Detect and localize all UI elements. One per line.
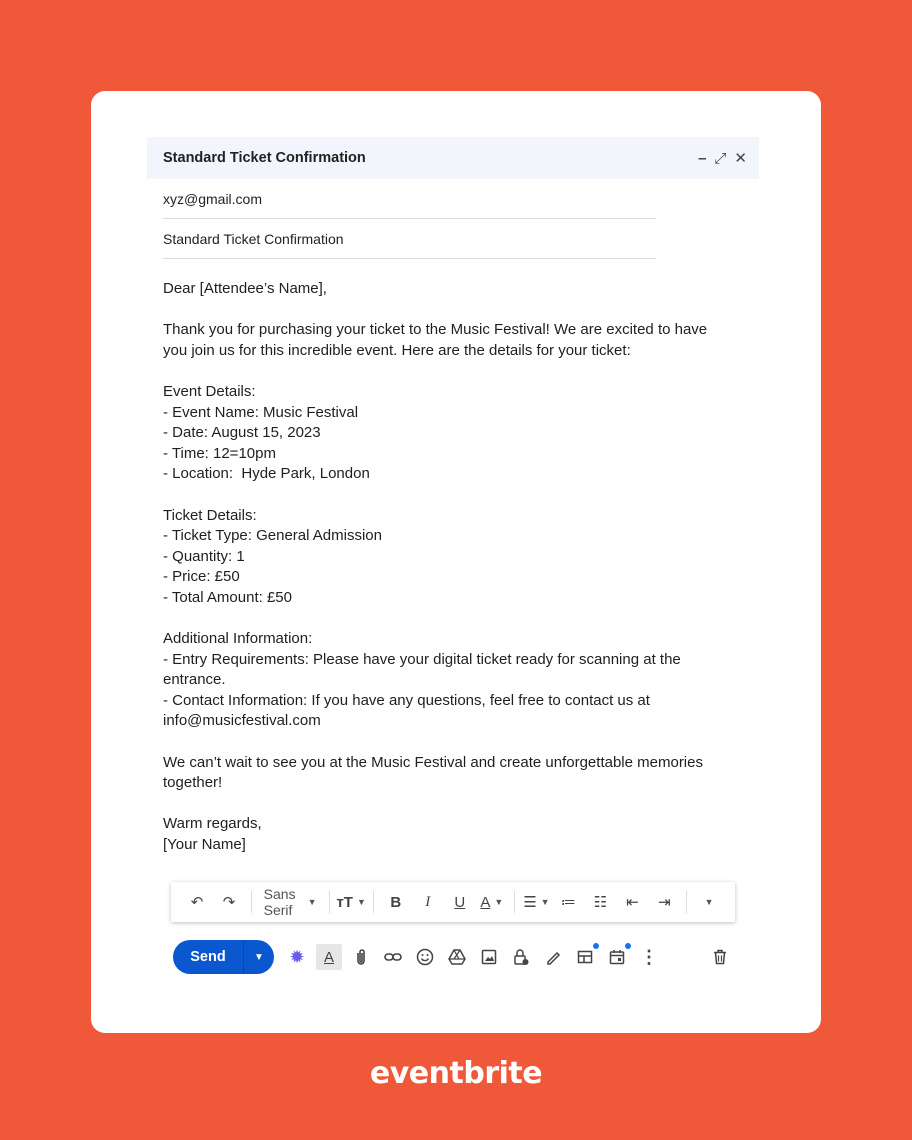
- text-size-button[interactable]: [335, 888, 367, 916]
- divider: [373, 891, 374, 913]
- to-field[interactable]: xyz@gmail.com: [163, 179, 656, 219]
- chevron-down-icon: ▼: [494, 897, 504, 907]
- text-color-button[interactable]: [476, 888, 508, 916]
- signature: [Your Name]: [163, 836, 246, 854]
- more-options-icon[interactable]: ⋮: [640, 946, 658, 967]
- contact-info-line: - Contact Information: If you have any questions, feel free to contact us at info@musicfestival.com: [163, 691, 655, 730]
- confidential-icon[interactable]: [508, 944, 534, 970]
- minimize-icon[interactable]: –: [698, 149, 707, 167]
- notification-dot: [625, 943, 631, 949]
- ai-sparkle-icon[interactable]: ✹: [289, 946, 305, 967]
- formatting-icon[interactable]: A: [316, 944, 342, 970]
- redo-icon[interactable]: ↷: [222, 894, 236, 911]
- layout-icon[interactable]: [572, 944, 598, 970]
- schedule-icon[interactable]: [604, 944, 630, 970]
- more-formatting-icon[interactable]: ▼: [704, 897, 714, 907]
- ticket-quantity-line: - Quantity: 1: [163, 547, 245, 565]
- emoji-icon[interactable]: [412, 944, 438, 970]
- divider: [251, 891, 252, 913]
- ticket-price-line: - Price: £50: [163, 568, 240, 586]
- divider: [514, 891, 515, 913]
- event-time-line: - Time: 12=10pm: [163, 444, 276, 462]
- divider: [686, 891, 687, 913]
- send-options-icon[interactable]: ▼: [254, 951, 264, 963]
- ticket-type-line: - Ticket Type: General Admission: [163, 527, 382, 545]
- trash-icon[interactable]: [707, 944, 733, 970]
- event-location-line: - Location: Hyde Park, London: [163, 465, 370, 483]
- ticket-details-heading: Ticket Details:: [163, 506, 257, 524]
- greeting: Dear [Attendee’s Name],: [163, 280, 327, 297]
- window-controls: [698, 151, 747, 166]
- message-body[interactable]: [163, 279, 723, 856]
- bold-icon[interactable]: B: [390, 893, 402, 911]
- event-details-heading: Event Details:: [163, 382, 256, 400]
- event-date-line: - Date: August 15, 2023: [163, 424, 321, 442]
- action-icons: [284, 944, 662, 970]
- compose-actions-bar: [173, 939, 733, 975]
- link-icon[interactable]: [380, 944, 406, 970]
- send-button-group: [173, 940, 274, 974]
- bulleted-list-icon[interactable]: ☷: [593, 894, 608, 911]
- expand-icon[interactable]: ⤢: [714, 149, 727, 167]
- notification-dot: [593, 943, 599, 949]
- indent-less-icon[interactable]: ⇤: [626, 894, 639, 911]
- signoff: Warm regards,: [163, 815, 262, 833]
- indent-more-icon[interactable]: ⇥: [658, 894, 671, 911]
- closing-paragraph: We can’t wait to see you at the Music Festival and create unforgettable memories together!: [163, 753, 708, 792]
- chevron-down-icon: ▼: [356, 897, 366, 907]
- event-name-line: - Event Name: Music Festival: [163, 403, 359, 421]
- font-select-label: Sans Serif: [263, 886, 296, 918]
- entry-requirements-line: - Entry Requirements: Please have your digital ticket ready for scanning at the entrance.: [163, 650, 685, 689]
- compose-title: Standard Ticket Confirmation: [163, 150, 366, 166]
- divider: [329, 891, 330, 913]
- chevron-down-icon: ▼: [307, 897, 317, 907]
- numbered-list-icon[interactable]: ≔: [560, 894, 576, 911]
- signature-icon[interactable]: [540, 944, 566, 970]
- text-size-icon: тT: [336, 893, 353, 911]
- additional-info-heading: Additional Information:: [163, 630, 313, 648]
- close-icon[interactable]: ✕: [734, 149, 747, 167]
- formatting-toolbar: [171, 882, 735, 922]
- underline-icon[interactable]: U: [454, 893, 466, 911]
- text-color-icon: A: [480, 893, 491, 911]
- font-select[interactable]: [258, 888, 323, 916]
- intro-paragraph: Thank you for purchasing your ticket to the Music Festival! We are excited to have you join us for this incredible event. Here are the details for your ticket:: [163, 321, 712, 359]
- compose-header: [147, 137, 759, 179]
- send-button[interactable]: Send: [173, 940, 244, 974]
- attach-icon[interactable]: [348, 944, 374, 970]
- image-icon[interactable]: [476, 944, 502, 970]
- email-compose-card: [91, 91, 821, 1033]
- italic-icon[interactable]: I: [425, 893, 431, 910]
- undo-icon[interactable]: ↶: [190, 894, 204, 911]
- subject-field[interactable]: Standard Ticket Confirmation: [163, 219, 656, 259]
- drive-icon[interactable]: [444, 944, 470, 970]
- align-left-icon: ☰: [523, 894, 537, 911]
- align-button[interactable]: [520, 888, 552, 916]
- ticket-total-line: - Total Amount: £50: [163, 588, 292, 606]
- chevron-down-icon: ▼: [540, 897, 550, 907]
- eventbrite-logo: eventbrite: [369, 1056, 543, 1091]
